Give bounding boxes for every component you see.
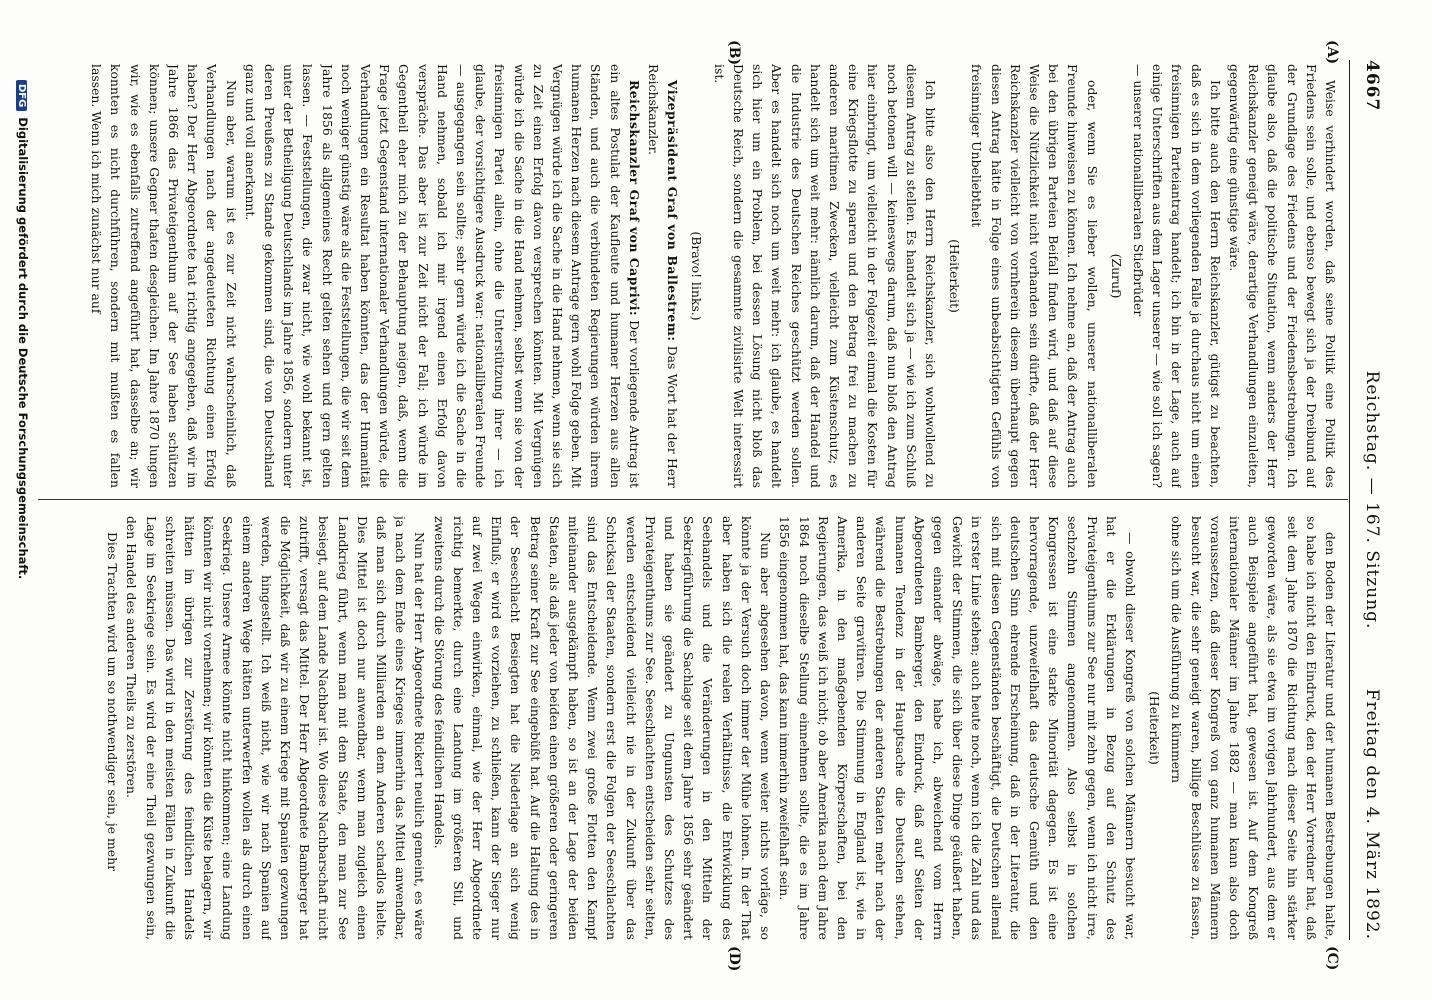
speaker-paragraph (644, 64, 682, 488)
paragraph: Dies Trachten wird um so nothwendiger sein, je mehr (105, 532, 121, 871)
column-divider (38, 499, 1348, 500)
speech-text: Der vorliegende Antrag ist ein altes Postulat der Kaufleute und humaner Herzen aus allen Ständen, und auch die verbündeten Regierungen würden ihrem humanen Herzen nach diesem Antrage gern wohl Folge geben. Mit Vergnügen würde ich die Sache in die Hand nehmen, wenn sie sich zu Zeit einen Erfolg davon versprechen könnten. Mit Vergnügen würde ich die Sache in die Hand nehmen, selbst wenn sie von der freisinnigen Partei allein, ohne die Unterstützung ihrer — ich glaube, der vorsichtigere Ausdruck war: nationalliberalen Freunde — ausgegangen sein sollte; sehr gern würde ich die Sache in die Hand nehmen, sobald ich mir irgend einen Erfolg davon verspräche. Das aber ist zur Zeit nicht der Fall; ich würde im Gegentheil eher mich zu der Behauptung neigen, daß, wenn die Frage jetzt Gegenstand internationaler Verhandlungen würde, die Verhandlungen ein Resultat haben könnten, das der Humanität noch weniger günstig wäre als die Feststellungen, die wir seit dem Jahre 1856 als allgemeines Recht gelten sehen und gern gelten lassen. — Feststellungen, die zwar nicht, wie wohl bekannt ist, unter der Betheiligung Deutschlands im Jahre 1856, sondern unter deren Preußens zu Stande gekommen sind, die von Deutschland ganz und voll anerkannt. (242, 64, 642, 488)
margin-letter-d: (D) (726, 946, 742, 972)
speaker-name: Reichskanzler Graf von Caprivi: (626, 80, 642, 317)
interjection: (Zuruf) (1108, 253, 1124, 299)
paragraph: oder, wenn Sie es lieber wollen, unserer nationalliberalen Freunde hinweisen zu können. Ich nehme an, daß der Antrag auch bei den übrigen Parteien Beifall finden wird, und daß auf diese Weise die Nützlichkeit nicht vorhanden sein dürfte, daß der Herr Reichskanzler vielleicht von vornherein diesem überhaupt gegen diesen Antrag hätte in Folge eines unbeabsichtigten Gefühls von freisinniger Unbeliebtheit (969, 64, 1100, 488)
running-title: Reichstag. — 167. Sitzung. (1362, 370, 1382, 630)
margin-letter-a: (A) (1324, 40, 1340, 65)
page-header (1356, 60, 1386, 940)
margin-letter-b: (B) (726, 40, 742, 66)
digitization-credit (16, 80, 30, 920)
interjection: (Bravo! links.) (689, 231, 705, 321)
paragraph: Nun aber abgesehen davon, wenn weiter nichts vorläge, so könnte ja der Versuch doch immer der Mühe lohnen. In der That aber haben sich die realen Verhältnisse, die Entwicklung des Seehandels und die Veränderungen in den Mitteln der Seekriegführung die Sachlage seit dem Jahre 1856 sehr geändert und haben sie geändert zu Ungunsten des Schutzes des Privateigenthums zur See. Seeschlachten entscheiden sehr selten, werden entscheidend vielleicht nie in der Zukunft über das Schicksal der Staaten, sondern erst die Folgen der Seeschlachten sind das Entscheidende. Wenn zwei große Flotten den Kampf miteinander ausgekämpft haben, so ist an der Lage der beiden Staaten, als daß jeder von beiden einen größeren oder geringeren Betrag seiner Kraft zur See eingebüßt hat. Auf die Haltung des in der Seeschlacht Besiegten hat die Niederlage an sich wenig Einfluß; er wird es vorziehen, zu schließen, kann der Sieger nur auf zwei Wegen einwirken, einmal, wie der Herr Abgeordnete richtig bemerkte, durch eine Landung im größeren Stil, und zweitens durch die Störung des feindlichen Handels. (431, 516, 774, 940)
paragraph: Weise verhindert worden, daß seine Politik eine Politik des Friedens sein solle, und ebenso bewegt sich ja der Dreibund auf der Grundlage des Friedens und der Friedensbestrebungen. Ich glaube also, daß die politische Situation, wenn anders der Herr Reichskanzler geneigt wäre, derartige Verhandlungen einzuleiten, gegenwärtig eine günstige wäre. (1226, 64, 1338, 488)
credit-text: Digitalisierung gefördert durch die Deutsche Forschungsgemeinschaft. (16, 117, 30, 580)
interjection: (Heiterkeit) (947, 239, 963, 313)
speaker-name: Vizepräsident Graf von Ballestrem: (665, 80, 681, 342)
paragraph: — obwohl dieser Kongreß von solchen Männern besucht war, hat er die Erklärungen in Bezug auf den Schutz des Privateigenthums zur See nur mit zehn gegen, wenn ich nicht irre, sechzehn Stimmen angenommen. Also selbst in solchen Kongressen ist eine starke Minorität dagegen. Es ist eine hervorragende, unzweifelhaft das deutsche Gemüth und den deutschen Sinn ehrende Erscheinung, daß in der Literatur, die sich mit diesen Gegenständen beschäftigt, die Deutschen allemal in erster Linie stehen; auch heute noch, wenn ich die Zahl und das Gewicht der Stimmen, die sich über diese Dinge geäußert haben, gegen einander abwäge, habe ich, abweichend vom Herrn Abgeordneten Bamberger, den Eindruck, daß auf Seiten der humanen Tendenz in der Hauptsache die Deutschen stehen, während die Bestrebungen der anderen Staaten mehr nach der anderen Seite gravitiren. Die Stimmung in England ist, wie in Amerika, in den maßgebenden Körperschaften, bei den Regierungen, das weiß ich nicht; ob aber Amerika nach dem Jahre 1864 noch dieselbe Stellung einnehmen sollte, die es im Jahre 1856 eingenommen hat, das kann immerhin zweifelhaft sein. (777, 516, 1138, 940)
speaker-paragraph (241, 64, 644, 488)
dfg-logo: DFG (16, 80, 27, 111)
header-rule (1349, 60, 1350, 940)
speech-text: Das Wort hat der Herr Reichskanzler. (646, 64, 681, 488)
margin-letter-c: (C) (1324, 946, 1340, 971)
left-column (40, 64, 1340, 488)
paragraph: den Boden der Literatur und der humanen Bestrebungen halte, so habe ich nicht den Eindruck, den der Herr Vorredner hat, daß seit dem Jahre 1870 die Richtung nach dieser Seite hin stärker geworden wäre, als sie etwa im vorigen Jahrhundert, aus dem er auch Beispiele angeführt hat, gewesen ist. Auf dem Kongreß internationaler Männer im Jahre 1882 — man kann also doch voraussetzen, daß dieser Kongreß von ganz humanen Männern besucht war, die sehr geneigt waren, billige Beschlüsse zu fassen, ohne sich um die Ausführung zu kümmern (1169, 516, 1338, 940)
interjection: (Heiterkeit) (1147, 691, 1163, 765)
page-number: 4667 (1362, 60, 1382, 112)
paragraph: Nun hat der Herr Abgeordnete Rickert neulich gemeint, es wäre ja nach dem Ende eines Krieges immerhin das Mittel anwendbar, daß man sich durch Milliarden an dem Anderen schadlos hielte. Dies Mittel ist doch nur anwendbar, wenn man zugleich einen Landkrieg führt, wenn man mit dem Staate, den man zur See besiegt, auf dem Lande Nachbar ist. Wo diese Nachbarschaft nicht zutrifft, versagt das Mittel. Der Herr Abgeordnete Bamberger hat die Möglichkeit, daß wir zu einem Kriege mit Spanien gezwungen werden, hingestellt. Ich weiß nicht, wie wir nach Spanien auf einem anderen Wege hätten unterwerfen wollen als durch einen Seekrieg. Unsere Armee könnte nicht hinkommen; eine Landung könnten wir nicht vornehmen; wir könnten die Küste belagern, wir hätten im übrigen zur Zerstörung des feindlichen Handels schreiten müssen. Das wird in den meisten Fällen in Zukunft die Lage im Seekriege sein. Es wird der eine Theil gezwungen sein, den Handel des anderen Theils zu zerstören. (124, 516, 428, 940)
paragraph: Nun aber, warum ist es zur Zeit nicht wahrscheinlich, daß Verhandlungen nach der angedeuteten Richtung einen Erfolg haben? Der Herr Abgeordnete hat richtig angegeben, daß wir im Jahre 1866 das Privateigenthum auf der See haben schützen können; unsere Gegner thaten desgleichen. Im Jahre 1870 lungen wir, wie es ebenfalls zutreffend angeführt hat, dasselbe an; wir konnten es nicht durchführen, sondern mit mußten es fallen lassen. Wenn ich mich zunächst nur auf (89, 64, 239, 488)
paragraph: Ich bitte auch den Herrn Reichskanzler, gütigst zu beachten, daß es sich in dem vorliegenden Falle ja durchaus nicht um einen freisinnigen Parteiantrag handelt; ich bin in der Lage, auch auf einige Unterschriften aus dem Lager unserer — wie soll ich sagen? — unserer nationalliberalen Stiefbrüder (1130, 64, 1223, 488)
paragraph: Ich bitte also den Herrn Reichskanzler, sich wohlwollend zu diesem Antrag zu stellen. Es handelt sich ja — wie ich zum Schluß noch betonen will — keineswegs darum, daß nun bloß den Antrag hier einbringt, um vielleicht in der Folgezeit einmal die Kosten für eine Kriegsflotte zu sparen und den Betrag frei zu machen zu anderen maritimen Zwecken, vielleicht zum Küstenschutz; es handelt sich um weit mehr: nämlich darum, daß der Handel und die Industrie des Deutschen Reiches geschützt werden sollen. Aber es handelt sich noch um weit mehr: ich glaube, es handelt sich hier um ein Problem, bei dessen Lösung nicht bloß das Deutsche Reich, sondern die gesammte zivilisirte Welt interessirt ist. (711, 64, 938, 488)
right-column (40, 516, 1340, 940)
session-date: Freitag den 4. März 1892. (1362, 688, 1382, 940)
